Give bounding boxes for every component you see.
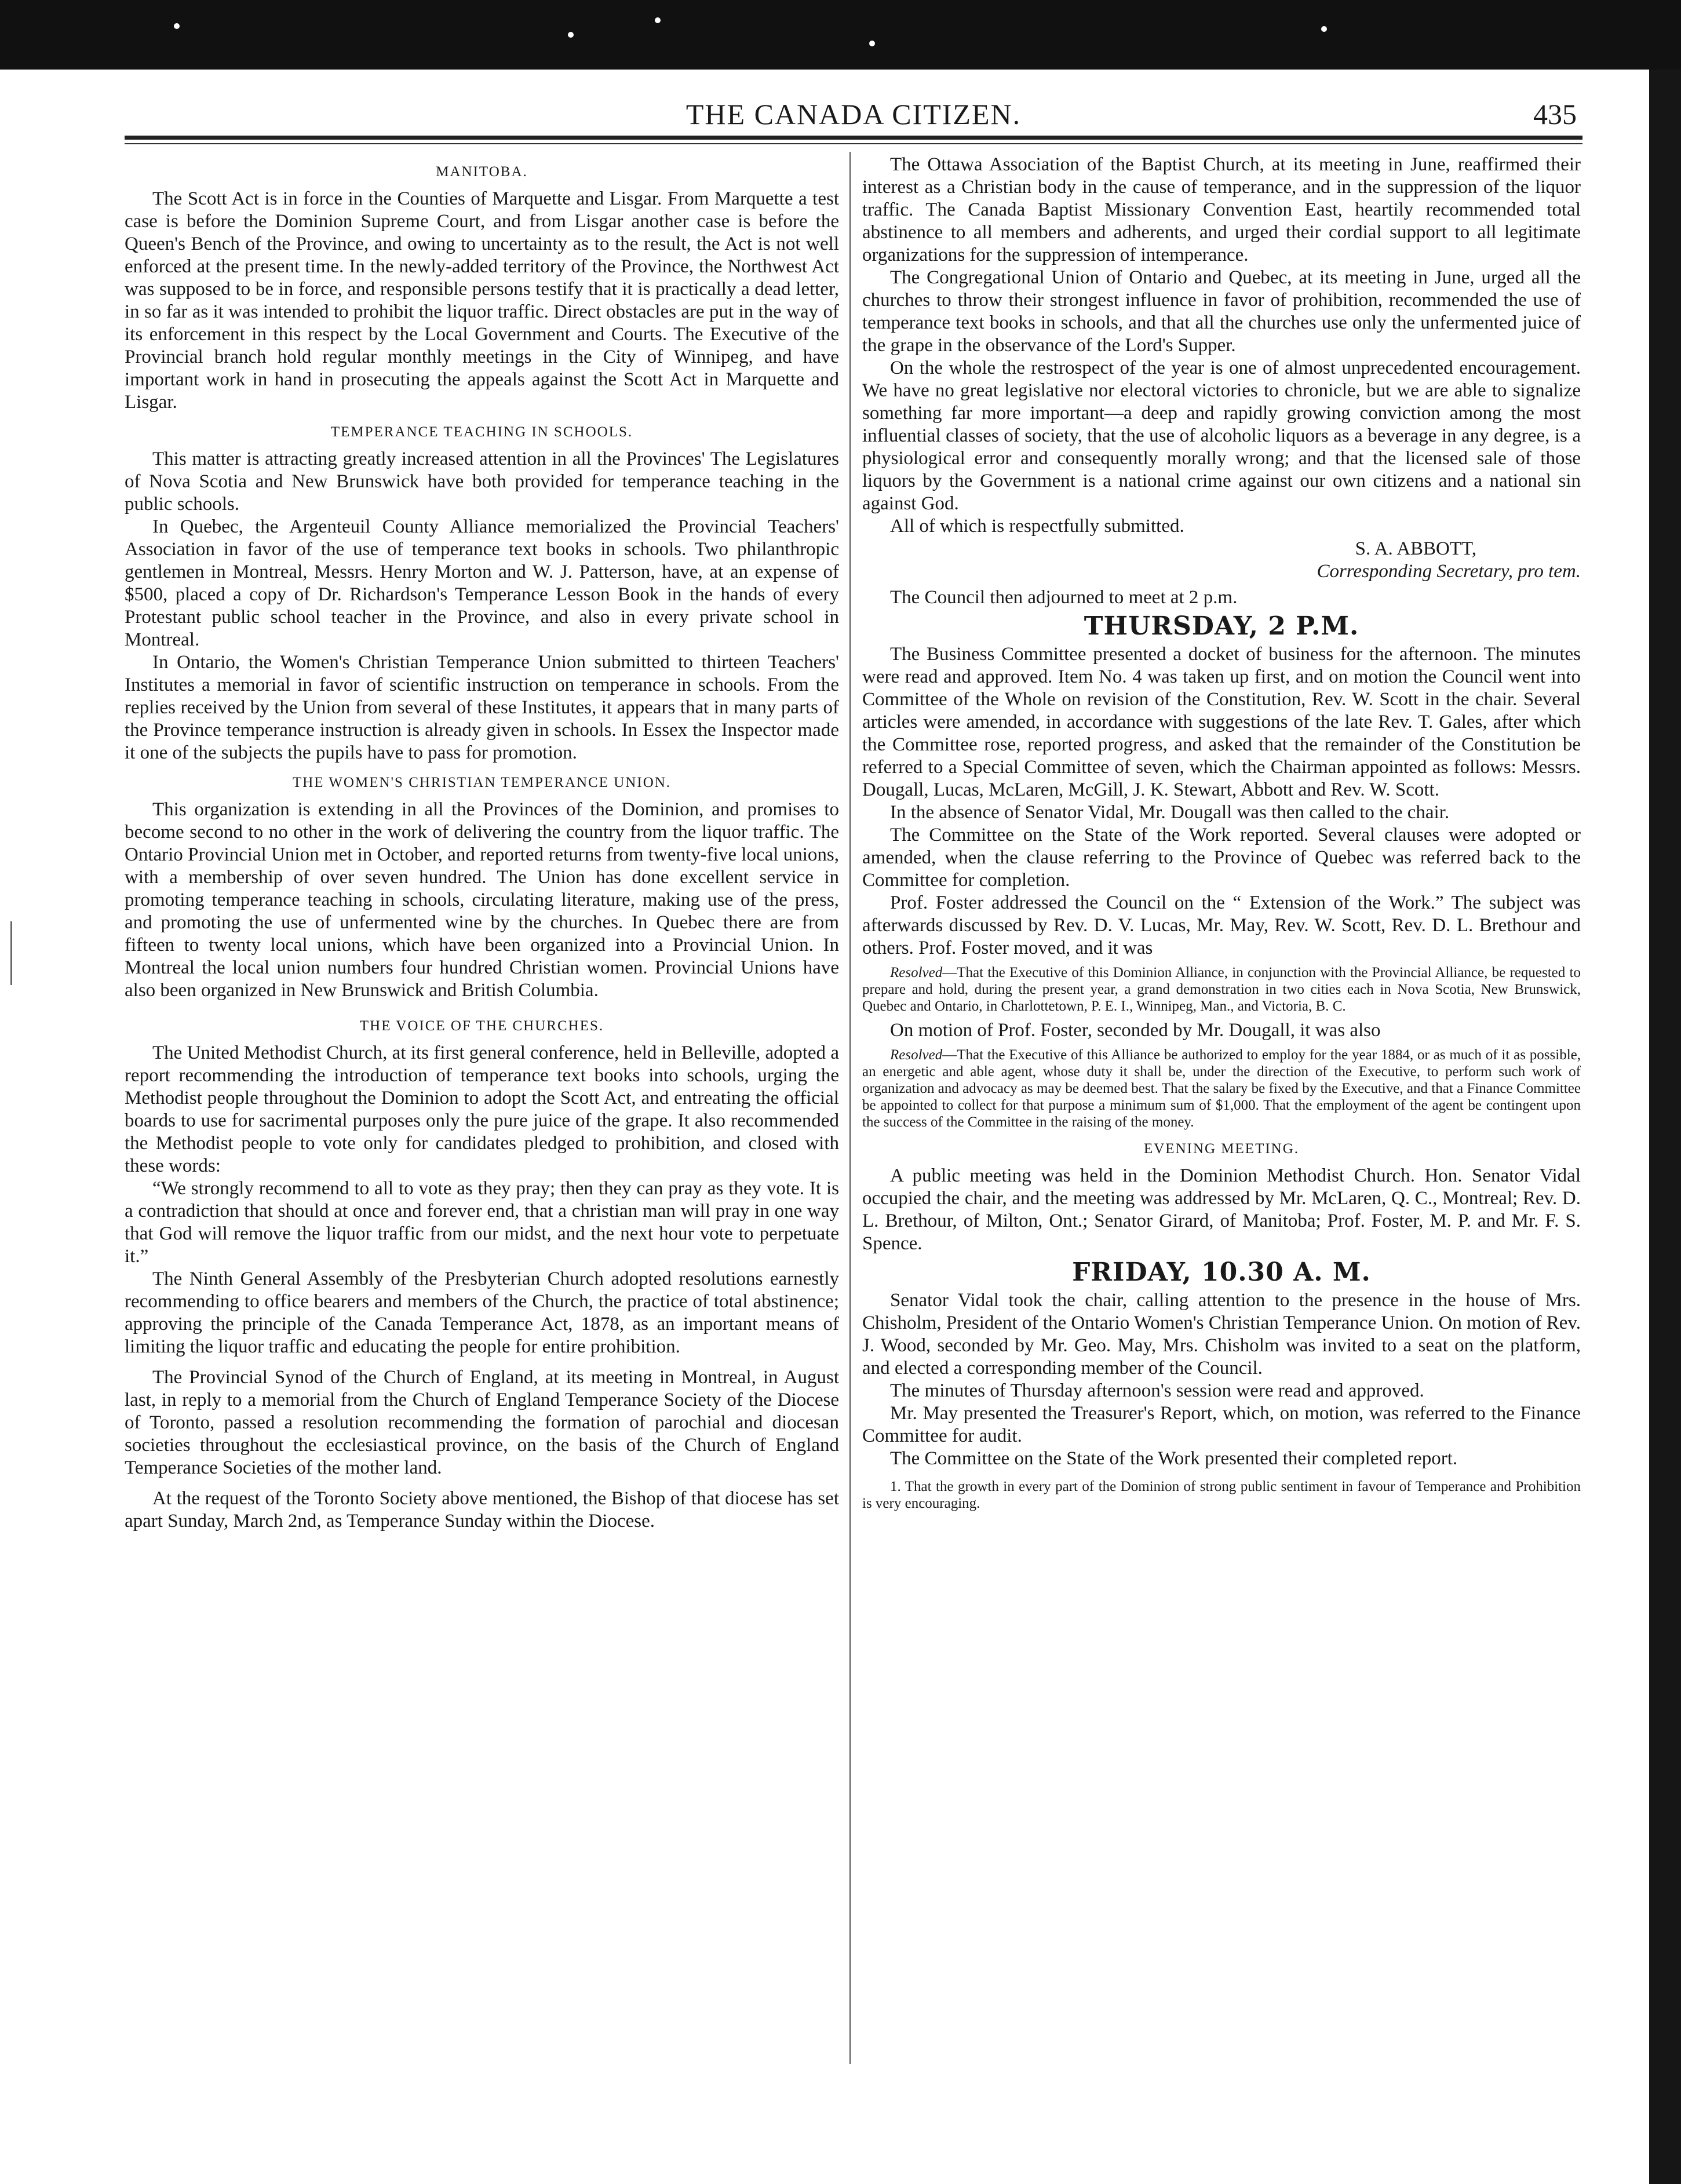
paragraph: In the absence of Senator Vidal, Mr. Dougall was then called to the chair.	[890, 802, 1450, 823]
margin-mark	[10, 921, 12, 985]
paragraph: This matter is attracting greatly increased attention in all the Provinces' The Legislatures of Nova Scotia and New Brunswick have both provided for temperance teaching in the public schools.	[125, 449, 839, 515]
scan-speck	[568, 32, 574, 38]
signature-block	[862, 538, 1581, 583]
resolution	[862, 964, 1581, 1015]
signature-title: Corresponding Secretary, pro tem.	[1317, 561, 1581, 582]
section-heading: MANITOBA.	[436, 164, 528, 180]
quote-paragraph: “We strongly recommend to all to vote as they pray; then they can pray as they vote. It is a contradiction that should at once and forever end, that a christian man will pray in one way that God will remove the liquor traffic from our midst, and the next hour vote to perpetuate it.”	[125, 1178, 839, 1267]
paragraph: The Committee on the State of the Work presented their completed report.	[890, 1448, 1458, 1469]
paragraph: The Committee on the State of the Work reported. Several clauses were adopted or amended, when the clause referring to the Province of Quebec was referred back to the Committee for completion.	[862, 825, 1581, 891]
paragraph: In Quebec, the Argenteuil County Alliance memorialized the Provincial Teachers' Association in favor of the use of temperance text books in schools. Two philanthropic gentlemen in Montreal, Messrs. Henry Morton and W. J. Patterson, have, at an expense of $500, placed a copy of Dr. Richardson's Temperance Lesson Book in the hands of every Protestant public school teacher in the Province, and also in every private school in Montreal.	[125, 516, 839, 650]
paragraph: In Ontario, the Women's Christian Temperance Union submitted to thirteen Teachers' Institutes a memorial in favor of scientific instruction on temperance in schools. From the replies received by the Union from several of these Institutes, it appears that in many parts of the Province temperance instruction is already given in schools. In Essex the Inspector made it one of the subjects the pupils have to pass for promotion.	[125, 652, 839, 763]
paragraph: The minutes of Thursday afternoon's session were read and approved.	[890, 1380, 1424, 1401]
paragraph: Mr. May presented the Treasurer's Report, which, on motion, was referred to the Finance Committee for audit.	[862, 1403, 1581, 1446]
section-heading: THE WOMEN'S CHRISTIAN TEMPERANCE UNION.	[292, 775, 672, 790]
paragraph: The Council then adjourned to meet at 2 p.m.	[890, 587, 1238, 608]
resolution-lead: Resolved	[890, 1047, 943, 1063]
page-title: THE CANADA CITIZEN.	[685, 98, 1022, 130]
header-rule-thin	[125, 143, 1582, 144]
paragraph: At the request of the Toronto Society above mentioned, the Bishop of that diocese has set apart Sunday, March 2nd, as Temperance Sunday within the Diocese.	[125, 1488, 839, 1532]
left-column	[125, 154, 839, 1533]
column-divider	[849, 152, 851, 2064]
scan-speck	[655, 17, 661, 23]
resolution-lead: Resolved	[890, 965, 943, 980]
paragraph: On the whole the restrospect of the year is one of almost unprecedented encouragement. We have no great legislative nor electoral victories to chronicle, but we are able to signalize something far more important—a deep and rapidly growing conviction among the most influential classes of society, that the use of alcoholic liquors as a beverage in any degree, is a physiological error and consequently morally wrong; and that the licensed sale of those liquors by the Government is a national crime against our own citizens and a national sin against God.	[862, 358, 1581, 514]
scan-speck	[1321, 26, 1327, 32]
section-heading: THE VOICE OF THE CHURCHES.	[359, 1018, 604, 1034]
scan-speck	[869, 41, 875, 46]
session-heading: FRIDAY, 10.30 A. M.	[1072, 1257, 1371, 1287]
paragraph: The United Methodist Church, at its first general conference, held in Belleville, adopted a report recommending the introduction of temperance text books into schools, urging the Methodist people throughout the Dominion to adopt the Scott Act, and entreating the official boards to use for sacrimental purposes only the pure juice of the grape. It also recommended the Methodist people to vote only for candidates pledged to prohibition, and closed with these words:	[125, 1042, 839, 1176]
resolution-text: —That the Executive of this Alliance be authorized to employ for the year 1884, or as much of it as possible, an energetic and able agent, whose duty it shall be, under the direction of the Executive, to perform such work of organization and advocacy as may be deemed best. That the salary be fixed by the Executive, and that a Finance Committee be appointed to collect for that purpose a minimum sum of $1,000. That the employment of the agent be contingent upon the success of the Committee in the raising of the money.	[862, 1047, 1581, 1130]
resolution-text: —That the Executive of this Dominion Alliance, in conjunction with the Provincial Alliance, be requested to prepare and hold, during the present year, a grand demonstration in two cities each in Nova Scotia, New Brunswick, Quebec and Ontario, in Charlottetown, P. E. I., Winnipeg, Man., and Victoria, B. C.	[862, 965, 1581, 1014]
resolution	[862, 1047, 1581, 1131]
paragraph: All of which is respectfully submitted.	[890, 516, 1184, 537]
header-rule	[125, 136, 1582, 140]
paragraph: The Provincial Synod of the Church of England, at its meeting in Montreal, in August last, in reply to a memorial from the Church of England Temperance Society of the Diocese of Toronto, passed a resolution recommending the formation of parochial and diocesan societies throughout the ecclesiastical province, on the basis of the Church of England Temperance Societies of the mother land.	[125, 1367, 839, 1478]
paragraph: On motion of Prof. Foster, seconded by Mr. Dougall, it was also	[890, 1020, 1381, 1041]
right-column	[862, 154, 1581, 1512]
page-header	[125, 97, 1582, 132]
paragraph: Prof. Foster addressed the Council on the “ Extension of the Work.” The subject was afterwards discussed by Rev. D. V. Lucas, Mr. May, Rev. W. Scott, Rev. D. L. Brethour and others. Prof. Foster moved, and it was	[862, 892, 1581, 958]
page-number: 435	[1533, 98, 1577, 130]
paragraph: The Scott Act is in force in the Counties of Marquette and Lisgar. From Marquette a test case is before the Dominion Supreme Court, and from Lisgar another case is before the Queen's Bench of the Province, and owing to uncertainty as to the result, the Act is not well enforced at the present time. In the newly-added territory of the Province, the Northwest Act was supposed to be in force, and responsible persons testify that it is practically a dead letter, in so far as it was intended to prohibit the liquor traffic. Direct obstacles are put in the way of its enforcement in this respect by the Local Government and Courts. The Executive of the Provincial branch hold regular monthly meetings in the City of Winnipeg, and have important work in hand in prosecuting the appeals against the Scott Act in Marquette and Lisgar.	[125, 188, 839, 413]
signature-name: S. A. ABBOTT,	[1355, 538, 1476, 559]
scan-speck	[174, 23, 180, 29]
session-heading: THURSDAY, 2 P.M.	[1084, 611, 1359, 641]
paragraph: A public meeting was held in the Dominion Methodist Church. Hon. Senator Vidal occupied the chair, and the meeting was addressed by Mr. McLaren, Q. C., Montreal; Rev. D. L. Brethour, of Milton, Ont.; Senator Girard, of Manitoba; Prof. Foster, M. P. and Mr. F. S. Spence.	[862, 1165, 1581, 1254]
paragraph: The Ottawa Association of the Baptist Church, at its meeting in June, reaffirmed their interest as a Christian body in the cause of temperance, and in the suppression of the liquor traffic. The Canada Baptist Missionary Convention East, heartily recommended total abstinence to all members and adherents, and urged their cordial support to all legitimate organizations for the suppression of intemperance.	[862, 154, 1581, 265]
paragraph: Senator Vidal took the chair, calling attention to the presence in the house of Mrs. Chisholm, President of the Ontario Women's Christian Temperance Union. On motion of Rev. J. Wood, seconded by Mr. Geo. May, Mrs. Chisholm was invited to a seat on the platform, and elected a corresponding member of the Council.	[862, 1290, 1581, 1379]
section-heading: TEMPERANCE TEACHING IN SCHOOLS.	[330, 424, 633, 440]
scan-right-edge	[1649, 70, 1681, 2184]
paragraph: This organization is extending in all the Provinces of the Dominion, and promises to become second to no other in the work of delivering the country from the liquor traffic. The Ontario Provincial Union met in October, and reported returns from twenty-five local unions, with a membership of over seven hundred. The Union has done excellent service in promoting temperance teaching in schools, circulating literature, making use of the press, and promoting the use of unfermented wine by the churches. In Quebec there are from fifteen to twenty local unions, which have been organized into a Provincial Union. In Montreal the local union numbers four hundred Christian women. Provincial Unions have also been organized in New Brunswick and British Columbia.	[125, 799, 839, 1001]
paragraph: The Ninth General Assembly of the Presbyterian Church adopted resolutions earnestly recommending to office bearers and members of the Church, the practice of total abstinence; approving the principle of the Canada Temperance Act, 1878, as an important means of limiting the liquor traffic and educating the people for entire prohibition.	[125, 1268, 839, 1357]
scan-top-band	[0, 0, 1681, 70]
section-heading: EVENING MEETING.	[1143, 1141, 1300, 1157]
paragraph: The Business Committee presented a docket of business for the afternoon. The minutes were read and approved. Item No. 4 was taken up first, and on motion the Council went into Committee of the Whole on revision of the Constitution, Rev. W. Scott in the chair. Several articles were amended, in accordance with suggestions of the late Rev. T. Gales, after which the Committee rose, reported progress, and asked that the remainder of the Constitution be referred to a Special Committee of seven, which the Chairman appointed as follows: Messrs. Dougall, Lucas, McLaren, McGill, J. K. Stewart, Abbott and Rev. W. Scott.	[862, 644, 1581, 800]
paragraph: The Congregational Union of Ontario and Quebec, at its meeting in June, urged all the churches to throw their strongest influence in favor of prohibition, recommended the use of temperance text books in schools, and that all the churches use only the unfermented juice of the grape in the observance of the Lord's Supper.	[862, 267, 1581, 356]
footnote: 1. That the growth in every part of the Dominion of strong public sentiment in favour of Temperance and Prohibition is very encouraging.	[862, 1479, 1581, 1511]
